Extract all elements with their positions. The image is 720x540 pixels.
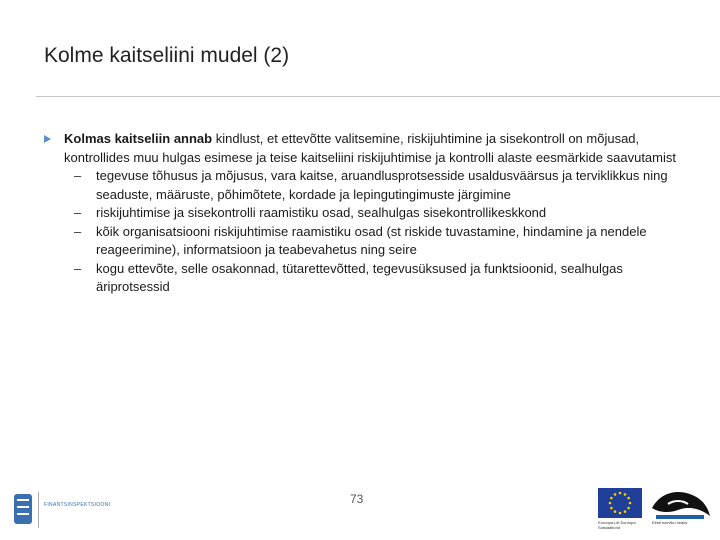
sub-item <box>44 167 676 204</box>
sub-item <box>44 223 676 260</box>
dash-marker: – <box>74 168 82 183</box>
funding-logos <box>596 486 716 536</box>
sub-item-text: tegevuse tõhusus ja mõjusus, vara kaitse, aruandlusprotsesside usaldusväärsus ja terviklikkus ning seaduste, määruste, põhimõtete, kordade ja lepingutingimuste järgimine <box>96 168 668 202</box>
dash-marker: – <box>74 205 82 220</box>
bullet-text: kindlust, et ettevõtte valitsemine, riskijuhtimine ja sisekontroll on mõjusad, kontrollides muu hulgas esimese ja teise kaitseliini riskijuhtimise ja kontrolli alaste eesmärkide saavutamist <box>64 131 676 165</box>
dash-marker: – <box>74 260 82 276</box>
coat-of-arms-icon <box>12 490 122 530</box>
slide-body <box>44 130 676 297</box>
sub-item-text: kogu ettevõte, selle osakonnad, tütarettevõtted, tegevusüksused ja funktsioonid, sealhulgas äriprotsessid <box>96 260 623 294</box>
main-bullet <box>44 130 676 167</box>
sub-item-text: riskijuhtimise ja sisekontrolli raamistiku osad, sealhulgas sisekontrollikeskkond <box>96 205 547 220</box>
sub-item <box>44 204 676 223</box>
eu-flag-icon <box>598 488 642 518</box>
sub-item-text: kõik organisatsiooni riskijuhtimise raamistiku osad (st riskide tuvastamine, hindamine ja nendele reageerimine), informatsioon ja teabevahetus ning seire <box>96 223 647 257</box>
ee-caption: Eesti tuleviku heaks <box>652 520 688 525</box>
swallow-logo-icon <box>648 486 712 520</box>
bullet-lead-bold: Kolmas kaitseliin annab <box>64 131 213 146</box>
triangle-bullet-icon <box>44 135 51 143</box>
sub-item <box>44 260 676 297</box>
financial-supervision-logo <box>12 490 122 530</box>
eu-caption: Euroopa Liit Euroopa Sotsiaalfond <box>598 520 636 530</box>
dash-marker: – <box>74 223 82 239</box>
logo-text: FINANTSINSPEKTSIOONI <box>44 502 111 508</box>
page-number: 73 <box>350 492 364 506</box>
title-divider <box>36 96 720 97</box>
slide-title: Kolme kaitseliini mudel (2) <box>44 44 290 67</box>
